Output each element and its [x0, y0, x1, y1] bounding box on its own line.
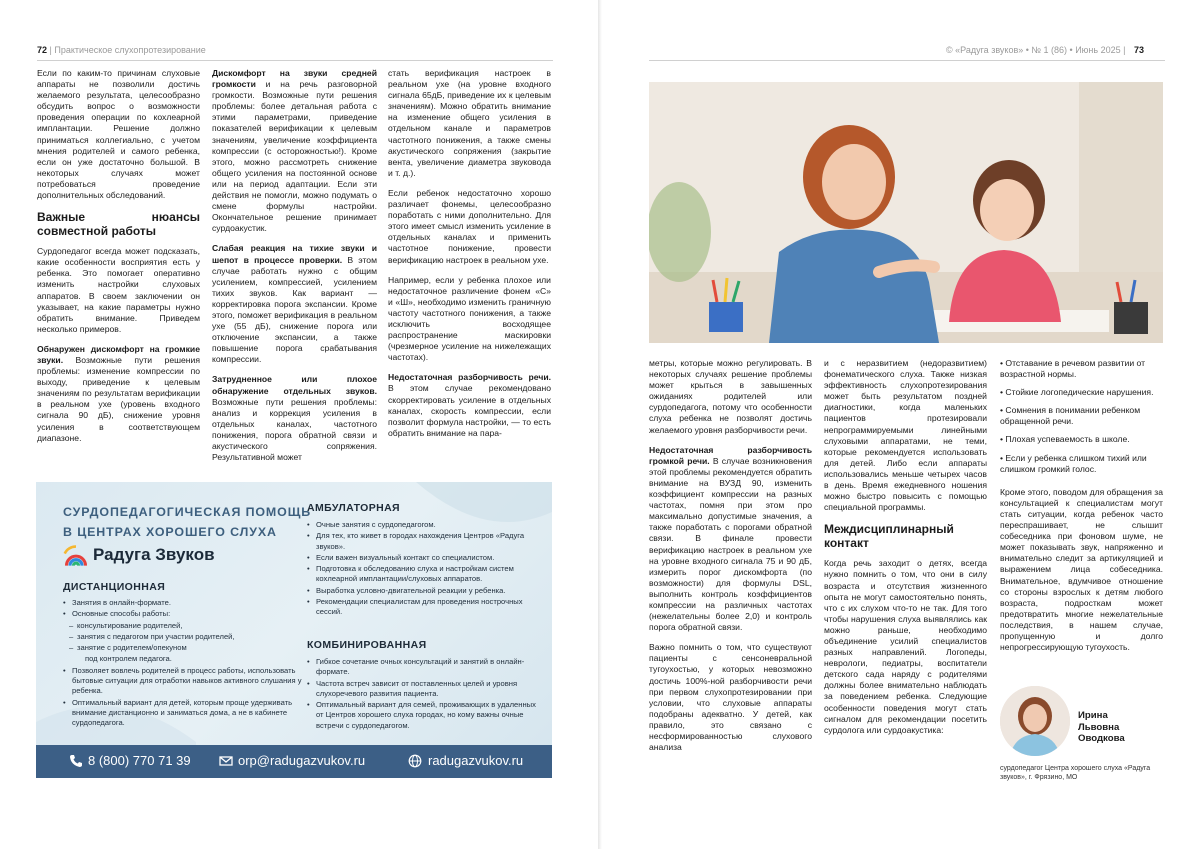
list-item: • Если у ребенка слишком тихий или слишком громкий голос.	[1000, 452, 1147, 474]
paragraph-body: В этом случае рекомендовано скорректировать усиление в отдельных каналах, скорость компрессии, если позволит формула настройки, — то есть обратить внимание на пара-	[388, 383, 551, 438]
column-3	[388, 68, 551, 448]
left-header-rule	[37, 60, 553, 61]
paragraph-lead: Слабая реакция на тихие звуки и шепот в процессе проверки.	[212, 243, 377, 265]
right-header	[946, 45, 1144, 55]
author-first-name: Ирина	[1078, 710, 1108, 721]
remote-heading: ДИСТАНЦИОННАЯ	[63, 581, 166, 593]
remote-list	[63, 598, 303, 730]
paragraph	[388, 372, 551, 439]
paragraph-body: и на речь разговорной громкости. Возможные пути решения проблемы: более детальная работа с этими параметрами, приведение показателей верификации к целевым значениям, увеличение коэффициента компрессии (с осторожностью!). Кроме этого, можно рассмотреть снижение общего усиления на постоянной основе или на период адаптации. Если эти действия не помогли, можно подумать о смене формулы настройки. Окончательное решение принимает сурдоакустик.	[212, 79, 377, 234]
list-item: • Занятия в онлайн-формате.	[63, 598, 303, 608]
section-heading: Междисциплинарный контакт	[824, 522, 954, 551]
paragraph: Когда речь заходит о детях, всегда нужно помнить о том, что они в силу возраста и отсутствия жизненного опыта не могут самостоятельно понять, что с их слухом что-то не так. Для того чтобы нарушения слуха выявлялись как можно раньше, необходимо объединение усилий специалистов разных направлений. Логопеды, неврологи, педиатры, воспитатели детского сада наряду с родителями должны более внимательно наблюдать за поведением ребенка. Следующие особенности поведения могут стать сигналом для рекомендации посетить сурдолога или сурдоакустика:	[824, 558, 987, 735]
raduga-logo-icon	[63, 544, 89, 570]
paragraph-lead: Обнаружен дискомфорт на громкие звуки.	[37, 343, 200, 365]
left-section-title: Практическое слухопротезирование	[54, 45, 206, 55]
paragraph: метры, которые можно регулировать. В некоторых случаях решение проблемы может крыться в завышенных ожиданиях родителей или сурдопедагога, потому что особенности слуха ребенка не позволят достичь желаемого уровня разборчивости речи.	[649, 358, 812, 435]
paragraph	[212, 374, 377, 463]
list-item: • Гибкое сочетание очных консультаций и занятий в онлайн-формате.	[307, 657, 537, 678]
paragraph: Если по каким-то причинам слуховые аппараты не позволили достичь желаемого результата, целесообразно обсудить вопрос о возможности проведения операции по кохлеарной имплантации. Решение должно приниматься коллегиально, с учетом мнения родителей и самого ребенка, если он уже достаточно большой. В некоторых случаях может потребоваться проведение дополнительных обследований.	[37, 68, 200, 201]
banner-title-line: В ЦЕНТРАХ ХОРОШЕГО СЛУХА	[63, 525, 277, 539]
header-separator: |	[1123, 45, 1128, 55]
banner-title-line: СУРДОПЕДАГОГИЧЕСКАЯ ПОМОЩЬ	[63, 505, 312, 519]
paragraph-body: Возможные пути решения проблемы: анализ и коррекция усиления в отдельных каналах, частотного понижения, порога обратной связи и акустического сопряжения. Результативной может	[212, 396, 377, 463]
paragraph: и с неразвитием (недоразвитием) фонематического слуха. Также низкая эффективность слухопротезирования может быть результатом поздней диагностики, когда маленьких пациентов протезировали непрограммируемыми линейными слуховыми аппаратами, не теми, которые рекомендуется использовать для детей. Либо если аппараты использовались меньше четырех часов в день. Время ежедневного ношения можно быстро повысить с помощью специальной программы.	[824, 358, 987, 513]
author-caption: сурдопедагог Центра хорошего слуха «Радуга звуков», г. Фрязино, МО	[1000, 765, 1151, 781]
author-name	[1078, 710, 1125, 745]
paragraph: Если ребенок недостаточно хорошо различает фонемы, целесообразно поработать с ними дополнительно. Для этого имеет смысл изменить усиление в отдельных каналах и применить частотное понижение, провести верификацию настроек в реальном ухе.	[388, 187, 551, 265]
list-item: – занятие с родителем/опекуном	[63, 643, 303, 653]
list-item: • Оптимальный вариант для детей, которым проще удерживать внимание дистанционно и заниматься дома, а не в кабинете сурдопедагога.	[63, 698, 303, 729]
website-link[interactable]: radugazvukov.ru	[428, 753, 524, 768]
paragraph-lead: Недостаточная разборчивость громкой речи.	[649, 444, 812, 466]
list-item: • Оптимальный вариант для семей, проживающих в удаленных от Центров хорошего слуха городах, но кому важны очные встречи с сурдопедагогом.	[307, 700, 537, 731]
paragraph-lead: Недостаточная разборчивость речи.	[388, 372, 551, 383]
left-page-number: 72	[37, 45, 48, 55]
paragraph: Например, если у ребенка плохое или недостаточное различение фонем «С» и «Ш», необходимо изменить граничную частоту частотного понижения, а также исключить восходящее распространение маскировки (чрезмерное усиление на нижележащих частотах).	[388, 274, 551, 363]
list-item: • Выработка условно-двигательной реакции у ребенка.	[307, 586, 537, 596]
list-item: • Рекомендации специалистам для проведения нострочных сессий.	[307, 597, 537, 618]
spread-fold	[598, 0, 602, 849]
author-avatar	[1000, 686, 1070, 756]
list-item: • Для тех, кто живет в городах нахождения Центров «Радуга звуков».	[307, 531, 537, 552]
section-heading: Важные нюансы совместной работы	[37, 210, 200, 239]
list-item: • Основные способы работы:	[63, 609, 303, 619]
list-item: – консультирование родителей,	[63, 621, 303, 631]
column-1	[37, 68, 200, 453]
promo-banner	[36, 482, 552, 778]
ambulatory-heading: АМБУЛАТОРНАЯ	[307, 502, 401, 514]
list-item: • Частота встреч зависит от поставленных целей и уровня слухоречевого развития пациента.	[307, 679, 537, 700]
list-item: под контролем педагога.	[85, 654, 172, 664]
right-header-rule	[649, 60, 1165, 61]
paragraph: Кроме этого, поводом для обращения за консультацией к специалистам могут стать ситуации, когда ребенок часто переспрашивает, не слышит собеседника при фоновом шуме, не может показывать звук, напряженно и внимательно следит за артикуляцией и выражением лица собеседника. Внимательное, вдумчивое отношение со стороны взрослых к детям любого возраста, подросткам может предотвратить многие нежелательные последствия, в нашем случае, пропущенную и долго непрогрессирующую тугоухость.	[1000, 486, 1163, 653]
paragraph	[212, 68, 377, 234]
list-item: • Позволяет вовлечь родителей в процесс работы, использовать бытовые ситуации для отработки навыков активного слушания у ребенка.	[63, 666, 303, 697]
warning-signs-list	[1000, 358, 1163, 475]
list-item: • Очные занятия с сурдопедагогом.	[307, 520, 537, 530]
list-item: • Сомнения в понимании ребенком обращенной речи.	[1000, 405, 1141, 427]
list-item: • Плохая успеваемость в школе.	[1000, 434, 1130, 445]
column-2	[212, 68, 377, 472]
column-4	[649, 358, 812, 762]
ambulatory-list	[307, 520, 537, 619]
header-separator: |	[49, 45, 55, 55]
paragraph: Важно помнить о том, что существуют пациенты с сенсоневральной тугоухостью, у которых невозможно достичь 100%-ной разборчивости речи при первом слухопротезировании при условии, что слуховые аппараты подобраны адекватно. У детей, как правило, это связано с несформированностью слухового анализа	[649, 642, 812, 753]
globe-icon	[408, 754, 422, 768]
list-item: • Стойкие логопедические нарушения.	[1000, 387, 1154, 398]
brand-name: Радуга Звуков	[93, 545, 215, 564]
column-6	[1000, 358, 1163, 662]
contact-bar	[36, 745, 552, 778]
combined-heading: КОМБИНИРОВАННАЯ	[307, 639, 427, 651]
phone-icon	[69, 754, 83, 768]
combined-list	[307, 657, 537, 732]
paragraph	[37, 344, 200, 444]
paragraph-body: Возможные пути решения проблемы: изменение компрессии по выходу, приведение к целевым значениям по результатам верификации в реальном ухе (уровень входного сигнала 90 дБ), снижение уровня усиления в соответствующем диапазоне.	[37, 354, 200, 443]
phone-link[interactable]: 8 (800) 770 71 39	[88, 753, 191, 768]
banner-title	[63, 502, 313, 542]
column-5	[824, 358, 987, 745]
paragraph-lead: Затрудненное или плохое обнаружение отдельных звуков.	[212, 374, 377, 396]
left-header	[37, 45, 206, 55]
paragraph	[212, 243, 377, 365]
author-last-name: Оводкова	[1078, 733, 1125, 744]
mother-daughter-photo	[649, 82, 1163, 343]
paragraph: Сурдопедагог всегда может подсказать, какие особенности восприятия есть у ребенка. Это помогает оперативно изменить настройки слуховых аппаратов. В своем заключении он указывает, на какие параметры нужно обратить внимание. Приведем несколько примеров.	[37, 246, 200, 334]
list-item: • Если важен визуальный контакт со специалистом.	[307, 553, 537, 563]
right-page-number: 73	[1133, 45, 1144, 55]
list-item: – занятия с педагогом при участии родителей,	[63, 632, 303, 642]
author-patronymic: Львовна	[1078, 721, 1120, 733]
author-portrait	[1000, 686, 1070, 756]
email-icon	[219, 754, 233, 768]
list-item: • Подготовка к обследованию слуха и настройкам систем кохлеарной имплантации/слуховых аппаратов.	[307, 564, 537, 585]
email-link[interactable]: orp@radugazvukov.ru	[238, 753, 366, 768]
paragraph: стать верификация настроек в реальном ухе (на уровне входного сигнала 65дБ, приведение их к целевым значениям). Можно обратить внимание на изменение общего усиления в отдельном канале и параметров частотного понижения, а также смены акустического сопряжения (закрытие вента, увеличение диаметра звуковода и т. д.).	[388, 68, 551, 178]
paragraph-lead: Дискомфорт на звуки средней громкости	[212, 68, 377, 90]
issue-meta: © «Радуга звуков» • № 1 (86) • Июнь 2025	[946, 45, 1121, 55]
paragraph-body: В случае возникновения этой проблемы рекомендуется обратить внимание на ВУЗД 90, изменить коэффициент компрессии на разных частотах, помня при этом про максимально допустимые значения, а также поработать с порогами обратной связи. В финале провести верификацию настроек в реальном ухе на уровне входного сигнала 75 и 90 дБ, измерить порог дискомфорта (по возможности) для формулы DSL, выполнить контроль коэффициентов компрессии на различных частотах (нежелательны более 2,0) и контроль порога обратной связи.	[649, 455, 812, 633]
list-item: • Отставание в речевом развитии от возрастной нормы.	[1000, 358, 1146, 380]
paragraph-body: В этом случае работать нужно с общим усилением, компрессией, усилением тихих звуков. Как вариант — корректировка порога экспансии. Кроме этого, поможет верификация в реальном ухе (55 дБ), снижение порога или отключение экспансии, а также повышение порога срабатывания компрессии.	[212, 254, 377, 365]
paragraph	[649, 445, 812, 634]
photo-illustration	[649, 82, 1163, 343]
